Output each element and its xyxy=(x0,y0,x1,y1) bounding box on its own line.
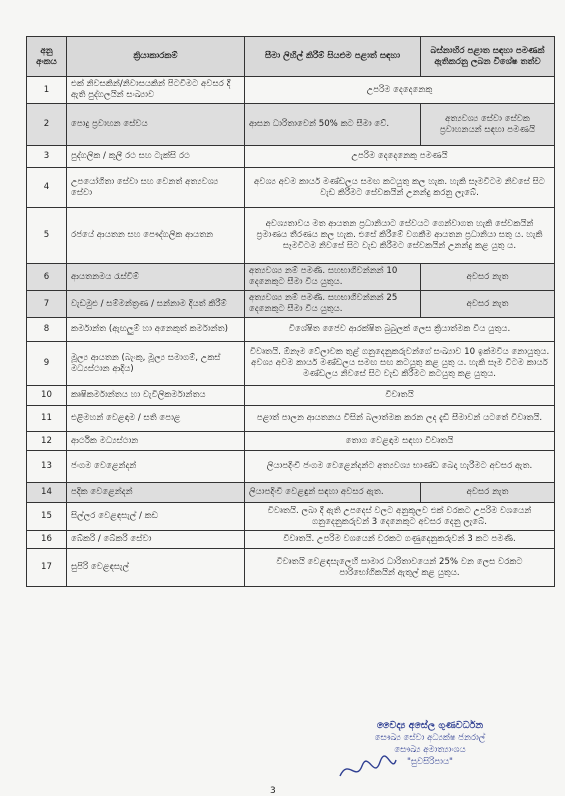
table-header-row xyxy=(27,37,555,77)
table-row xyxy=(27,318,555,342)
row-limit: විවෘතයි. උපරිම වශයෙන් වරකට ගණුදෙනුකරුවන් 3 කට පමණි. xyxy=(245,531,555,549)
row-activity: සුපිරි වෙළඳසැල් xyxy=(67,549,245,587)
row-number: 16 xyxy=(27,531,67,549)
row-activity: උපයෝගිතා සේවා සහ වෙනත් අත්‍යවශ්‍ය සේවා xyxy=(67,168,245,208)
row-western: අත්‍යවශ්‍ය සේවා සේවක ප්‍රවාහනයන් සඳහා පමණයි xyxy=(421,104,555,146)
signature-scribble xyxy=(338,754,398,784)
stamp-title: සෞඛ්‍ය සේවා අධ්‍යක්ෂ ජනරාල් xyxy=(374,733,486,743)
stamp-ministry: සෞඛ්‍ය අමාත්‍යාංශය xyxy=(394,745,466,755)
header-limit: සීමා ලිහිල් කිරීම් සියළුම පළාත් සඳහා xyxy=(245,37,421,77)
row-limit: ලියාපදිංචි වෙළඳුන් සඳහා අවසර ඇත. xyxy=(245,483,421,503)
row-activity: එක් නිවසකින්/නිවාසයකින් පිටවීමට අවසර දී ඇති පුද්ගලයින් සංඛ්‍යාව xyxy=(67,77,245,104)
table-row xyxy=(27,531,555,549)
row-activity: මූල්‍ය ආයතන (බැංකු, මූල්‍ය සමාගම්, උකස් මධ්‍යස්ථාන ආදිය) xyxy=(67,342,245,386)
row-activity: රජයේ ආයතන සහ පෞද්ගලික ආයතන xyxy=(67,208,245,264)
table-row xyxy=(27,549,555,587)
row-activity: බේකරි / බේකරි සේවා xyxy=(67,531,245,549)
row-activity: කර්මාන්ත (ඇඟලුම් හා අනෙකුත් කර්මාන්ත) xyxy=(67,318,245,342)
row-limit: ආසන ධාරිතාවෙන් 50% කට සීමා වේ. xyxy=(245,104,421,146)
row-limit: අත්‍යවශ්‍ය නම් පමණි. සහභාගිවන්නන් 25 දෙනෙකුට සීමා විය යුතුය. xyxy=(245,291,421,318)
header-number: අනු අංකය xyxy=(27,37,67,77)
row-activity: වැඩමුළු / සම්මන්ත්‍රණ / සන්නාම දියත් කිරීම් xyxy=(67,291,245,318)
row-activity: ආර්ථික මධ්‍යස්ථාන xyxy=(67,432,245,451)
row-limit: ලියාපදිංචි ජංගම වෙළෙන්දන්ට අත්‍යවශ්‍ය භාණ්ඩ බෙදා හැරීමට අවසර ඇත. xyxy=(245,451,555,483)
row-western: අවසර නැත xyxy=(421,291,555,318)
row-number: 5 xyxy=(27,208,67,264)
row-limit: උපරිම දෙදෙනෙකු පමණයි xyxy=(245,146,555,168)
row-activity: සිල්ලර වෙළඳසැල් / කඩ xyxy=(67,503,245,531)
row-number: 8 xyxy=(27,318,67,342)
table-row xyxy=(27,264,555,291)
row-number: 10 xyxy=(27,386,67,406)
header-western: බස්නාහිර පළාත සඳහා පමණක් ඇතිකරනු ලබන විශේෂ තත්ව xyxy=(421,37,555,77)
table-row xyxy=(27,483,555,503)
row-number: 9 xyxy=(27,342,67,386)
row-limit: විශේෂිත ජෛව ආරක්ෂිත බුබුලක් ලෙස ක්‍රියාත්මක විය යුතුය. xyxy=(245,318,555,342)
row-number: 7 xyxy=(27,291,67,318)
row-number: 11 xyxy=(27,406,67,432)
official-stamp xyxy=(320,720,540,796)
row-limit: විවෘතයි. ඕනෑම වේලාවක තුළ් ගනුදෙනුකරුවන්ගේ සංඛ්‍යාව 10 ඉක්මවිය නොයුතුය. අවශ්‍ය අවම කාර්ය මණ්ඩලය සමඟ සඟ කටයුතු කළ යුතු ය. හැකි සෑම විටම කාර්ය මණ්ඩලය නිවසේ සිට වැඩ කිරීමට කටයුතු කළ යුතුය. xyxy=(245,342,555,386)
table-body xyxy=(27,77,555,587)
row-number: 1 xyxy=(27,77,67,104)
row-number: 3 xyxy=(27,146,67,168)
table-row xyxy=(27,77,555,104)
header-activity: ක්‍රියාකාරකම් xyxy=(67,37,245,77)
table-row xyxy=(27,503,555,531)
row-activity: ජංගම වෙළෙන්දන් xyxy=(67,451,245,483)
row-number: 13 xyxy=(27,451,67,483)
row-activity: ආයතනමය රැස්වීම් xyxy=(67,264,245,291)
table-row xyxy=(27,406,555,432)
row-activity: පුද්ගලික / කුලී රථ සහ ටැක්සි රථ xyxy=(67,146,245,168)
table-row xyxy=(27,291,555,318)
row-activity: කෘෂිකර්මාන්තය හා වැවිලිකර්මාන්තය xyxy=(67,386,245,406)
row-limit: අත්‍යවශ්‍ය නම් පමණි. සහභාගිවන්නන් 10 දෙනෙකුට සීමා විය යුතුය. xyxy=(245,264,421,291)
row-number: 2 xyxy=(27,104,67,146)
row-limit: පළාත් පාලන ආයතනය විසින් බලාත්මක කරන ලද දැඩි සීමාවන් යටතේ විවෘතයි. xyxy=(245,406,555,432)
row-number: 17 xyxy=(27,549,67,587)
row-limit: විවෘතයි. ලබා දී ඇති උපදෙස් වලට අනුකූලව එක් වරකට උපරිම වශයෙන් ගනුදෙනුකරුවන් 3 දෙනෙකුට අවසර දෙනු ලැබේ. xyxy=(245,503,555,531)
row-limit: අවශ්‍ය අවම කාර්ය මණ්ඩලය සමඟ කටයුතු කල හැක. හැකි සෑමවිටම නිවසේ සිට වැඩ කිරීමට සේවකයින් උනන්දු කරනු ලැබේ. xyxy=(245,168,555,208)
table-row xyxy=(27,208,555,264)
page-number: 3 xyxy=(270,786,276,796)
row-limit: තොග වෙළඳාම සඳහා විවෘතයි xyxy=(245,432,555,451)
row-activity: පදික වෙළෙන්දන් xyxy=(67,483,245,503)
stamp-address: "සුවසිරිපාය" xyxy=(407,757,453,767)
row-number: 6 xyxy=(27,264,67,291)
row-limit: විවෘතයි xyxy=(245,386,555,406)
table-row xyxy=(27,386,555,406)
table-row xyxy=(27,146,555,168)
table-row xyxy=(27,451,555,483)
row-number: 15 xyxy=(27,503,67,531)
regulations-table xyxy=(26,36,555,587)
row-western: අවසර නැත xyxy=(421,264,555,291)
table-row xyxy=(27,432,555,451)
table-row xyxy=(27,168,555,208)
row-western: අවසර නැත xyxy=(421,483,555,503)
row-activity: එළිමහන් වෙළඳාම / සති පොළ xyxy=(67,406,245,432)
row-activity: පොදු ප්‍රවාහන සේවය xyxy=(67,104,245,146)
row-limit: අවශ්‍යතාවය මත ආයතන ප්‍රධානියාට සේවයට ගෙන්වාගත හැකි සේවකයින් ප්‍රමාණය තීරණය කල හැක. එසේ කිරීමේ වගකීම ආයතන ප්‍රධානියා සතු ය. හැකි සෑමවිටම නිවසේ සිට වැඩ කිරීමට සේවකයින් උනන්දු කළ යුතු ය. xyxy=(245,208,555,264)
row-limit: විවෘතයි වෙළඳසැලෙහි සාමාර ධාරිතාවයෙන් 25% වන ලෙස වරකට පාරිභෝගිකයින් ඇතුල් කළ යුතුය. xyxy=(245,549,555,587)
row-number: 12 xyxy=(27,432,67,451)
stamp-name: වෛද්‍ය අසේල ගුණවර්ධන xyxy=(376,720,484,731)
table-row xyxy=(27,104,555,146)
row-number: 4 xyxy=(27,168,67,208)
row-limit: උපරිම දෙදෙනෙකු xyxy=(245,77,555,104)
row-number: 14 xyxy=(27,483,67,503)
table-row xyxy=(27,342,555,386)
